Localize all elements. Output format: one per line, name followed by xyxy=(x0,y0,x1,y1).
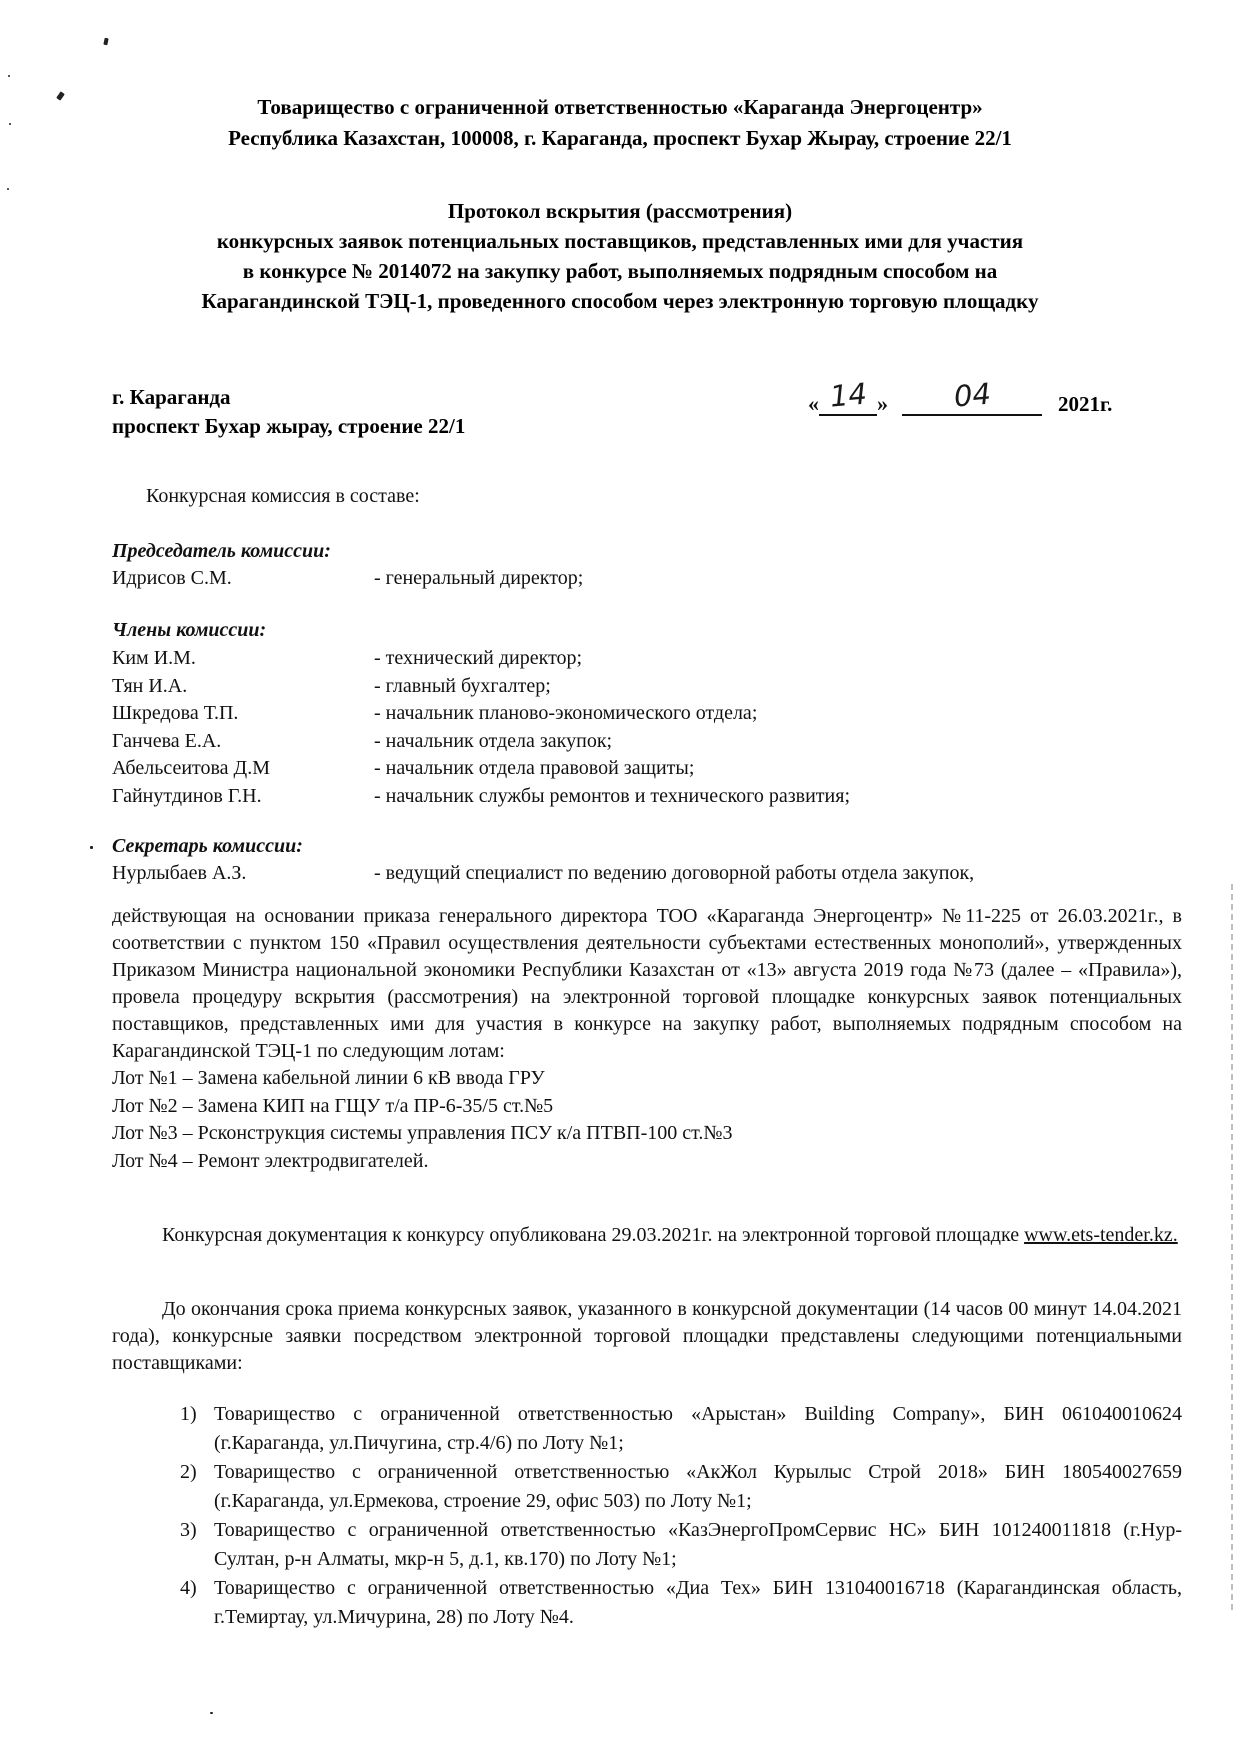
supplier-text: Товарищество с ограниченной ответственностью «Диа Тех» БИН 131040016718 (Карагандинская область, г.Темиртау, ул.Мичурина, 28) по Лоту №4. xyxy=(214,1577,1182,1628)
member-role: - начальник отдела правовой защиты; xyxy=(374,757,695,779)
lot-line: Лот №4 – Ремонт электродвигателей. xyxy=(112,1149,429,1172)
secretary-row xyxy=(112,860,1182,887)
supplier-number: 2) xyxy=(180,1461,197,1483)
title-line-1: Протокол вскрытия (рассмотрения) xyxy=(447,199,793,223)
supplier-item xyxy=(180,1400,1182,1458)
supplier-number: 4) xyxy=(180,1577,197,1599)
member-row xyxy=(112,673,1182,701)
supplier-text: Товарищество с ограниченной ответственностью «Арыстан» Building Company», БИН 061040010624 (г.Караганда, ул.Пичугина, стр.4/6) по Лоту №1; xyxy=(214,1403,1182,1454)
publication-text: Конкурсная документация к конкурсу опубликована 29.03.2021г. на электронной торговой площадке xyxy=(162,1224,1020,1246)
secretary-role: - ведущий специалист по ведению договорной работы отдела закупок, xyxy=(374,862,975,884)
member-role: - технический директор; xyxy=(374,647,583,669)
title-line-4: Карагандинской ТЭЦ-1, проведенного способом через электронную торговую площадку xyxy=(201,289,1039,313)
member-row xyxy=(112,728,1182,756)
org-name-line: Товарищество с ограниченной ответственностью «Караганда Энергоцентр» xyxy=(257,95,983,119)
member-name: Шкредова Т.П. xyxy=(112,702,239,724)
members-heading: Члены комиссии: xyxy=(112,619,267,641)
publication-paragraph xyxy=(112,1222,1182,1249)
member-row xyxy=(112,783,1182,811)
member-row xyxy=(112,645,1182,673)
date-close-quote: » xyxy=(877,391,888,416)
member-role: - начальник планово-экономического отдела; xyxy=(374,702,758,724)
scan-artifact xyxy=(8,75,10,77)
secretary-name: Нурлыбаев А.З. xyxy=(112,862,247,884)
member-name: Ганчева Е.А. xyxy=(112,729,222,752)
supplier-number: 3) xyxy=(180,1519,197,1541)
publication-url: www.ets-tender.kz. xyxy=(1024,1224,1178,1246)
date-year: 2021г. xyxy=(1058,392,1113,416)
supplier-text: Товарищество с ограниченной ответственностью «КазЭнергоПромСервис НС» БИН 101240011818 (г.Нур-Султан, р-н Алматы, мкр-н 5, д.1, кв.170) по Лоту №1; xyxy=(214,1519,1182,1570)
member-role: - начальник отдела закупок; xyxy=(374,729,613,752)
title-line-3: в конкурсе № 2014072 на закупку работ, выполняемых подрядным способом на xyxy=(242,259,998,283)
members-list xyxy=(112,645,1182,810)
place-city: г. Караганда xyxy=(112,385,231,409)
handwritten-month: 04 xyxy=(952,376,992,414)
chairman-heading: Председатель комиссии: xyxy=(112,540,331,562)
member-role: - главный бухгалтер; xyxy=(374,674,551,697)
member-row xyxy=(112,700,1182,728)
chairman-row xyxy=(112,565,1182,592)
date-open-quote: « xyxy=(808,391,819,416)
document-title xyxy=(0,196,1240,316)
member-name: Абельсеитова Д.М xyxy=(112,757,270,779)
body-paragraph: действующая на основании приказа генерального директора ТОО «Караганда Энергоцентр» №11-225 от 26.03.2021г., в соответствии с пунктом 150 «Правил осуществления деятельности субъектами естественных монополий», утвержденных Приказом Министра национальной экономики Республики Казахстан от «13» августа 2019 года №73 (далее – «Правила»), провела процедуру вскрытия (рассмотрения) на электронной торговой площадке конкурсных заявок потенциальных поставщиков, представленных ими для участия в конкурсе на закупку работ, выполняемых подрядным способом на Карагандинской ТЭЦ-1 по следующим лотам: xyxy=(112,905,1182,1062)
supplier-item xyxy=(180,1516,1182,1574)
member-name: Гайнутдинов Г.Н. xyxy=(112,784,262,807)
member-row xyxy=(112,755,1182,783)
supplier-item xyxy=(180,1574,1182,1632)
body-section xyxy=(112,903,1182,1175)
scan-artifact xyxy=(210,1712,213,1714)
org-header xyxy=(0,92,1240,154)
date-day-slot xyxy=(819,376,877,416)
secretary-heading: Секретарь комиссии: xyxy=(112,835,303,857)
lot-line: Лот №3 – Рсконструкция системы управления ПСУ к/а ПТВП-100 ст.№3 xyxy=(112,1122,733,1144)
chairman-name: Идрисов С.М. xyxy=(112,567,232,589)
scan-artifact xyxy=(103,38,108,46)
member-name: Ким И.М. xyxy=(112,647,196,669)
member-name: Тян И.А. xyxy=(112,674,188,697)
date-month-slot xyxy=(902,376,1042,416)
org-address-line: Республика Казахстан, 100008, г. Караганда, проспект Бухар Жырау, строение 22/1 xyxy=(228,126,1012,150)
supplier-item xyxy=(180,1458,1182,1516)
lot-line: Лот №2 – Замена КИП на ГЩУ т/а ПР-6-35/5 ст.№5 xyxy=(112,1094,554,1117)
date-block xyxy=(808,376,1148,419)
supplier-text: Товарищество с ограниченной ответственностью «АкЖол Курылыс Строй 2018» БИН 180540027659 (г.Караганда, ул.Ермекова, строение 29, офис 503) по Лоту №1; xyxy=(214,1461,1182,1512)
deadline-paragraph: До окончания срока приема конкурсных заявок, указанного в конкурсной документации (14 часов 00 минут 14.04.2021 года), конкурсные заявки посредством электронной торговой площадки представлены следующими потенциальными поставщиками: xyxy=(112,1298,1182,1374)
scan-artifact-edge-line xyxy=(1231,884,1233,1610)
member-role: - начальник службы ремонтов и технического развития; xyxy=(374,784,850,807)
chairman-role: - генеральный директор; xyxy=(374,567,584,589)
place-street: проспект Бухар жырау, строение 22/1 xyxy=(112,414,466,438)
title-line-2: конкурсных заявок потенциальных поставщиков, представленных ими для участия xyxy=(216,229,1024,253)
scan-artifact xyxy=(7,188,9,190)
handwritten-day: 14 xyxy=(828,376,868,414)
lot-line: Лот №1 – Замена кабельной линии 6 кВ ввода ГРУ xyxy=(112,1067,545,1089)
suppliers-list xyxy=(112,1400,1182,1632)
commission-intro: Конкурсная комиссия в составе: xyxy=(146,485,420,507)
supplier-number: 1) xyxy=(180,1403,197,1425)
scan-artifact xyxy=(90,846,93,849)
